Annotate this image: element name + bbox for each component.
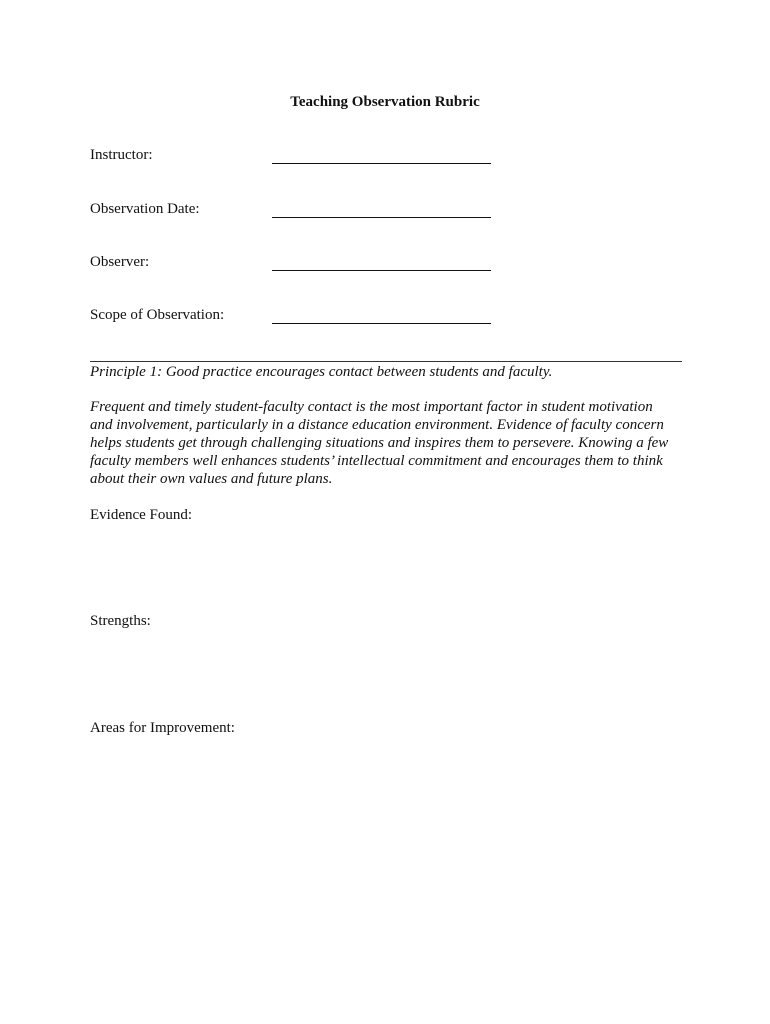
principle-body-line: helps students get through challenging situations and inspires them to persevere. Knowing a few (90, 435, 669, 451)
observation-date-field (90, 201, 510, 223)
observation-date-label: Observation Date: (90, 201, 200, 217)
instructor-label: Instructor: (90, 147, 153, 163)
principle-body (90, 398, 690, 488)
areas-for-improvement-label: Areas for Improvement: (90, 720, 235, 736)
principle-body-line: about their own values and future plans. (90, 471, 333, 487)
principle-body-line: and involvement, particularly in a distance education environment. Evidence of faculty concern (90, 417, 664, 433)
scope-of-observation-label: Scope of Observation: (90, 307, 225, 323)
scope-of-observation-blank-line[interactable] (272, 323, 491, 324)
evidence-found-label: Evidence Found: (90, 507, 193, 523)
instructor-blank-line[interactable] (272, 163, 491, 164)
principle-body-line: faculty members well enhances students’ intellectual commitment and encourages them to think (90, 453, 663, 469)
observer-blank-line[interactable] (272, 270, 491, 271)
principle-body-line: Frequent and timely student-faculty contact is the most important factor in student motivation (90, 399, 653, 415)
document-title: Teaching Observation Rubric (290, 94, 480, 110)
scope-of-observation-field (90, 307, 510, 329)
observer-label: Observer: (90, 254, 150, 270)
observation-date-blank-line[interactable] (272, 217, 491, 218)
strengths-label: Strengths: (90, 613, 151, 629)
section-divider (90, 361, 682, 362)
instructor-field (90, 147, 510, 169)
observer-field (90, 254, 510, 276)
principle-heading: Principle 1: Good practice encourages contact between students and faculty. (90, 364, 553, 380)
